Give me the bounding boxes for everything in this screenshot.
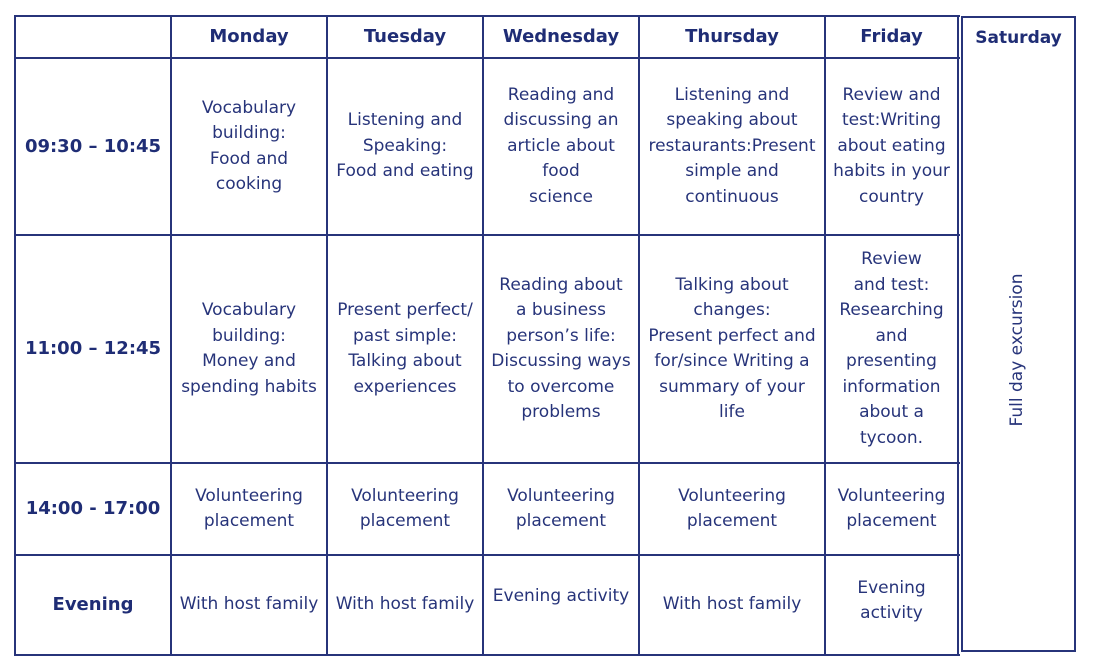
header-friday: Friday <box>860 26 923 48</box>
cell-monday-slot2: Vocabulary building: Money and spending habits <box>181 300 317 397</box>
cell-thursday-slot3: Volunteering placement <box>678 485 786 531</box>
cell-monday-slot3: Volunteering placement <box>195 485 303 531</box>
header-thursday: Thursday <box>685 26 779 48</box>
header-wednesday: Wednesday <box>502 26 620 48</box>
table-border-bottom <box>14 654 960 656</box>
cell-friday-evening: Evening activity <box>857 577 926 623</box>
time-slot-morning-1: 09:30 – 10:45 <box>24 135 162 157</box>
cell-friday-slot2: Review and test: Researching and presenting information about a tycoon. <box>839 249 944 448</box>
cell-tuesday-slot1: Listening and Speaking: Food and eating <box>336 110 474 182</box>
cell-tuesday-slot2: Present perfect/ past simple: Talking about experiences <box>337 300 473 397</box>
cell-wednesday-slot3: Volunteering placement <box>507 485 615 531</box>
time-slot-evening: Evening <box>52 594 134 616</box>
cell-thursday-evening: With host family <box>662 594 802 615</box>
cell-tuesday-evening: With host family <box>335 594 475 615</box>
header-monday: Monday <box>209 26 289 48</box>
header-saturday: Saturday <box>975 28 1062 48</box>
table-border-right <box>957 15 959 656</box>
cell-thursday-slot2: Talking about changes: Present perfect and for/since Writing a summary of your life <box>648 274 816 422</box>
cell-friday-slot3: Volunteering placement <box>837 485 946 531</box>
cell-friday-slot1: Review and test:Writing about eating habits in your country <box>833 84 950 207</box>
cell-monday-slot1: Vocabulary building: Food and cooking <box>201 97 297 194</box>
header-tuesday: Tuesday <box>363 26 447 48</box>
cell-monday-evening: With host family <box>179 594 319 615</box>
cell-wednesday-slot2: Reading about a business person’s life: Discussing ways to overcome problems <box>491 274 631 422</box>
time-slot-morning-2: 11:00 – 12:45 <box>24 338 162 360</box>
cell-thursday-slot1: Listening and speaking about restaurants:Present simple and continuous <box>648 84 816 207</box>
cell-wednesday-evening: Evening activity <box>492 586 630 607</box>
cell-wednesday-slot1: Reading and discussing an article about food science <box>503 84 619 207</box>
cell-tuesday-slot3: Volunteering placement <box>351 485 459 531</box>
saturday-activity: Full day excursion <box>1007 273 1027 427</box>
time-slot-afternoon: 14:00 - 17:00 <box>25 498 161 520</box>
